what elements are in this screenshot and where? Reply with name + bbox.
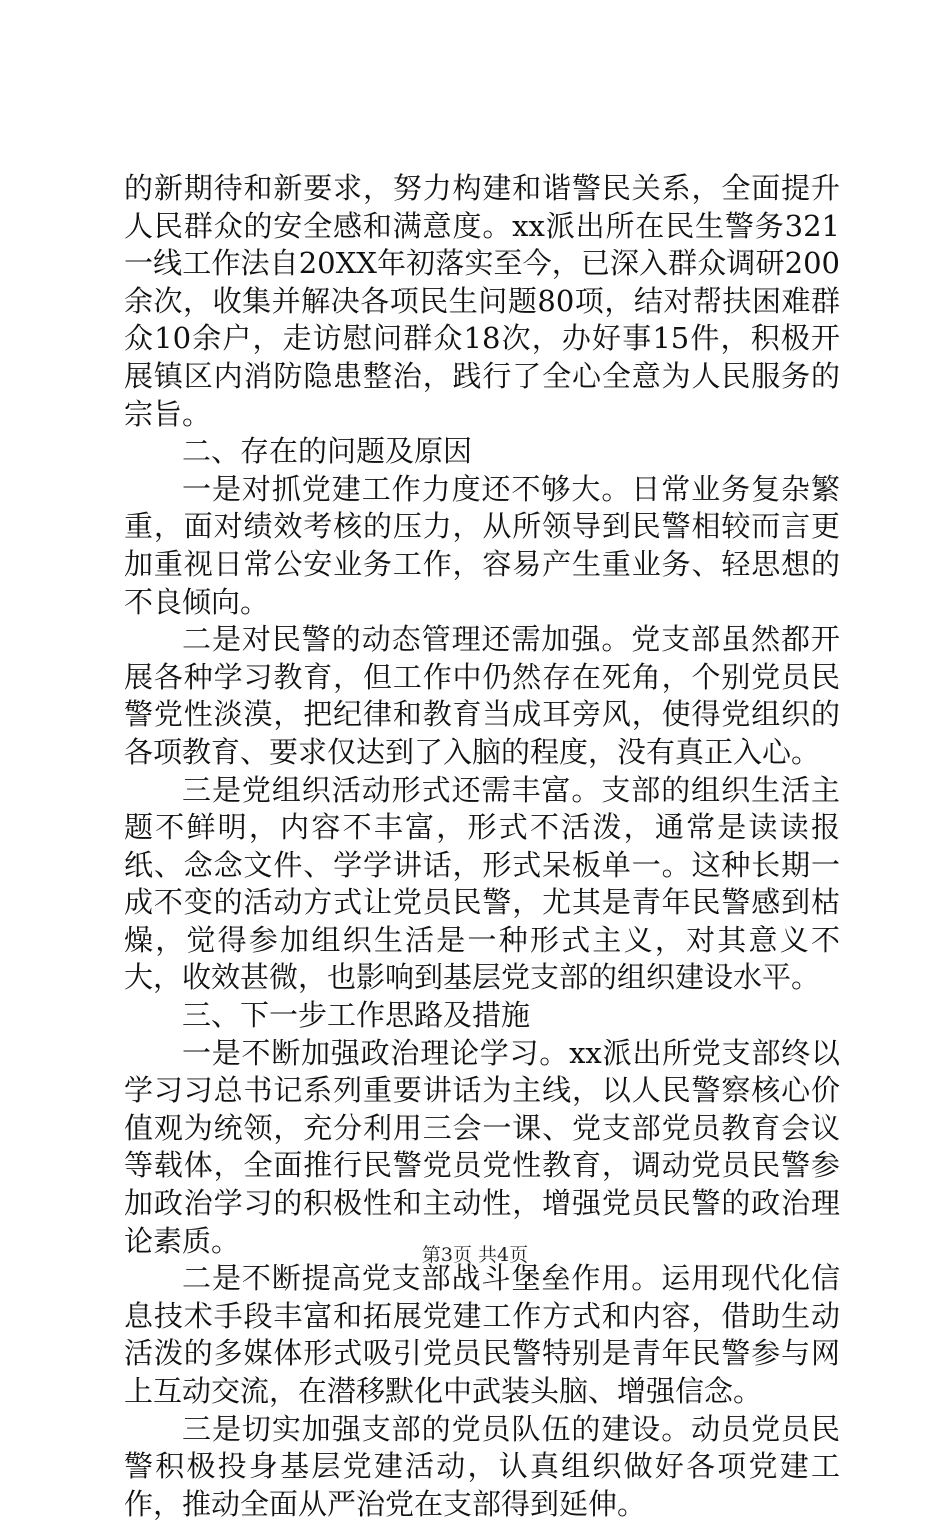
paragraph-problem-2: 二是对民警的动态管理还需加强。党支部虽然都开展各种学习教育，但工作中仍然存在死角，个别党员民警党性淡漠，把纪律和教育当成耳旁风，使得党组织的各项教育、要求仅达到了入脑的程度，没有真正入心。 <box>124 622 840 769</box>
paragraph-measure-1: 一是不断加强政治理论学习。xx派出所党支部终以学习习总书记系列重要讲话为主线，以人民警察核心价值观为统领，充分利用三会一课、党支部党员教育会议等载体，全面推行民警党员党性教育，调动党员民警参加政治学习的积极性和主动性，增强党员民警的政治理论素质。 <box>124 1035 840 1258</box>
page-number-footer: 第3页 共4页 <box>421 1244 529 1266</box>
paragraph-intro-continued: 的新期待和新要求，努力构建和谐警民关系，全面提升人民群众的安全感和满意度。xx派出所在民生警务321一线工作法自20XX年初落实至今，已深入群众调研200余次，收集并解决各项民生问题80项，结对帮扶困难群众10余户，走访慰问群众18次，办好事15件，积极开展镇区内消防隐患整治，践行了全心全意为人民服务的宗旨。 <box>124 171 840 431</box>
paragraph-measure-3: 三是切实加强支部的党员队伍的建设。动员党员民警积极投身基层党建活动，认真组织做好各项党建工作，推动全面从严治党在支部得到延伸。 <box>124 1411 840 1521</box>
document-body <box>124 170 840 1523</box>
paragraph-problem-1: 一是对抓党建工作力度还不够大。日常业务复杂繁重，面对绩效考核的压力，从所领导到民警相较而言更加重视日常公安业务工作，容易产生重业务、轻思想的不良倾向。 <box>124 471 840 619</box>
section-heading-next-steps: 三、下一步工作思路及措施 <box>182 998 531 1033</box>
paragraph-problem-3: 三是党组织活动形式还需丰富。支部的组织生活主题不鲜明，内容不丰富，形式不活泼，通常是读读报纸、念念文件、学学讲话，形式呆板单一。这种长期一成不变的活动方式让党员民警，尤其是青年民警感到枯燥，觉得参加组织生活是一种形式主义，对其意义不大，收效甚微，也影响到基层党支部的组织建设水平。 <box>124 772 840 995</box>
section-heading-problems: 二、存在的问题及原因 <box>182 434 473 469</box>
paragraph-measure-2: 二是不断提高党支部战斗堡垒作用。运用现代化信息技术手段丰富和拓展党建工作方式和内容，借助生动活泼的多媒体形式吸引党员民警特别是青年民警参与网上互动交流，在潜移默化中武装头脑、增强信念。 <box>124 1261 840 1408</box>
